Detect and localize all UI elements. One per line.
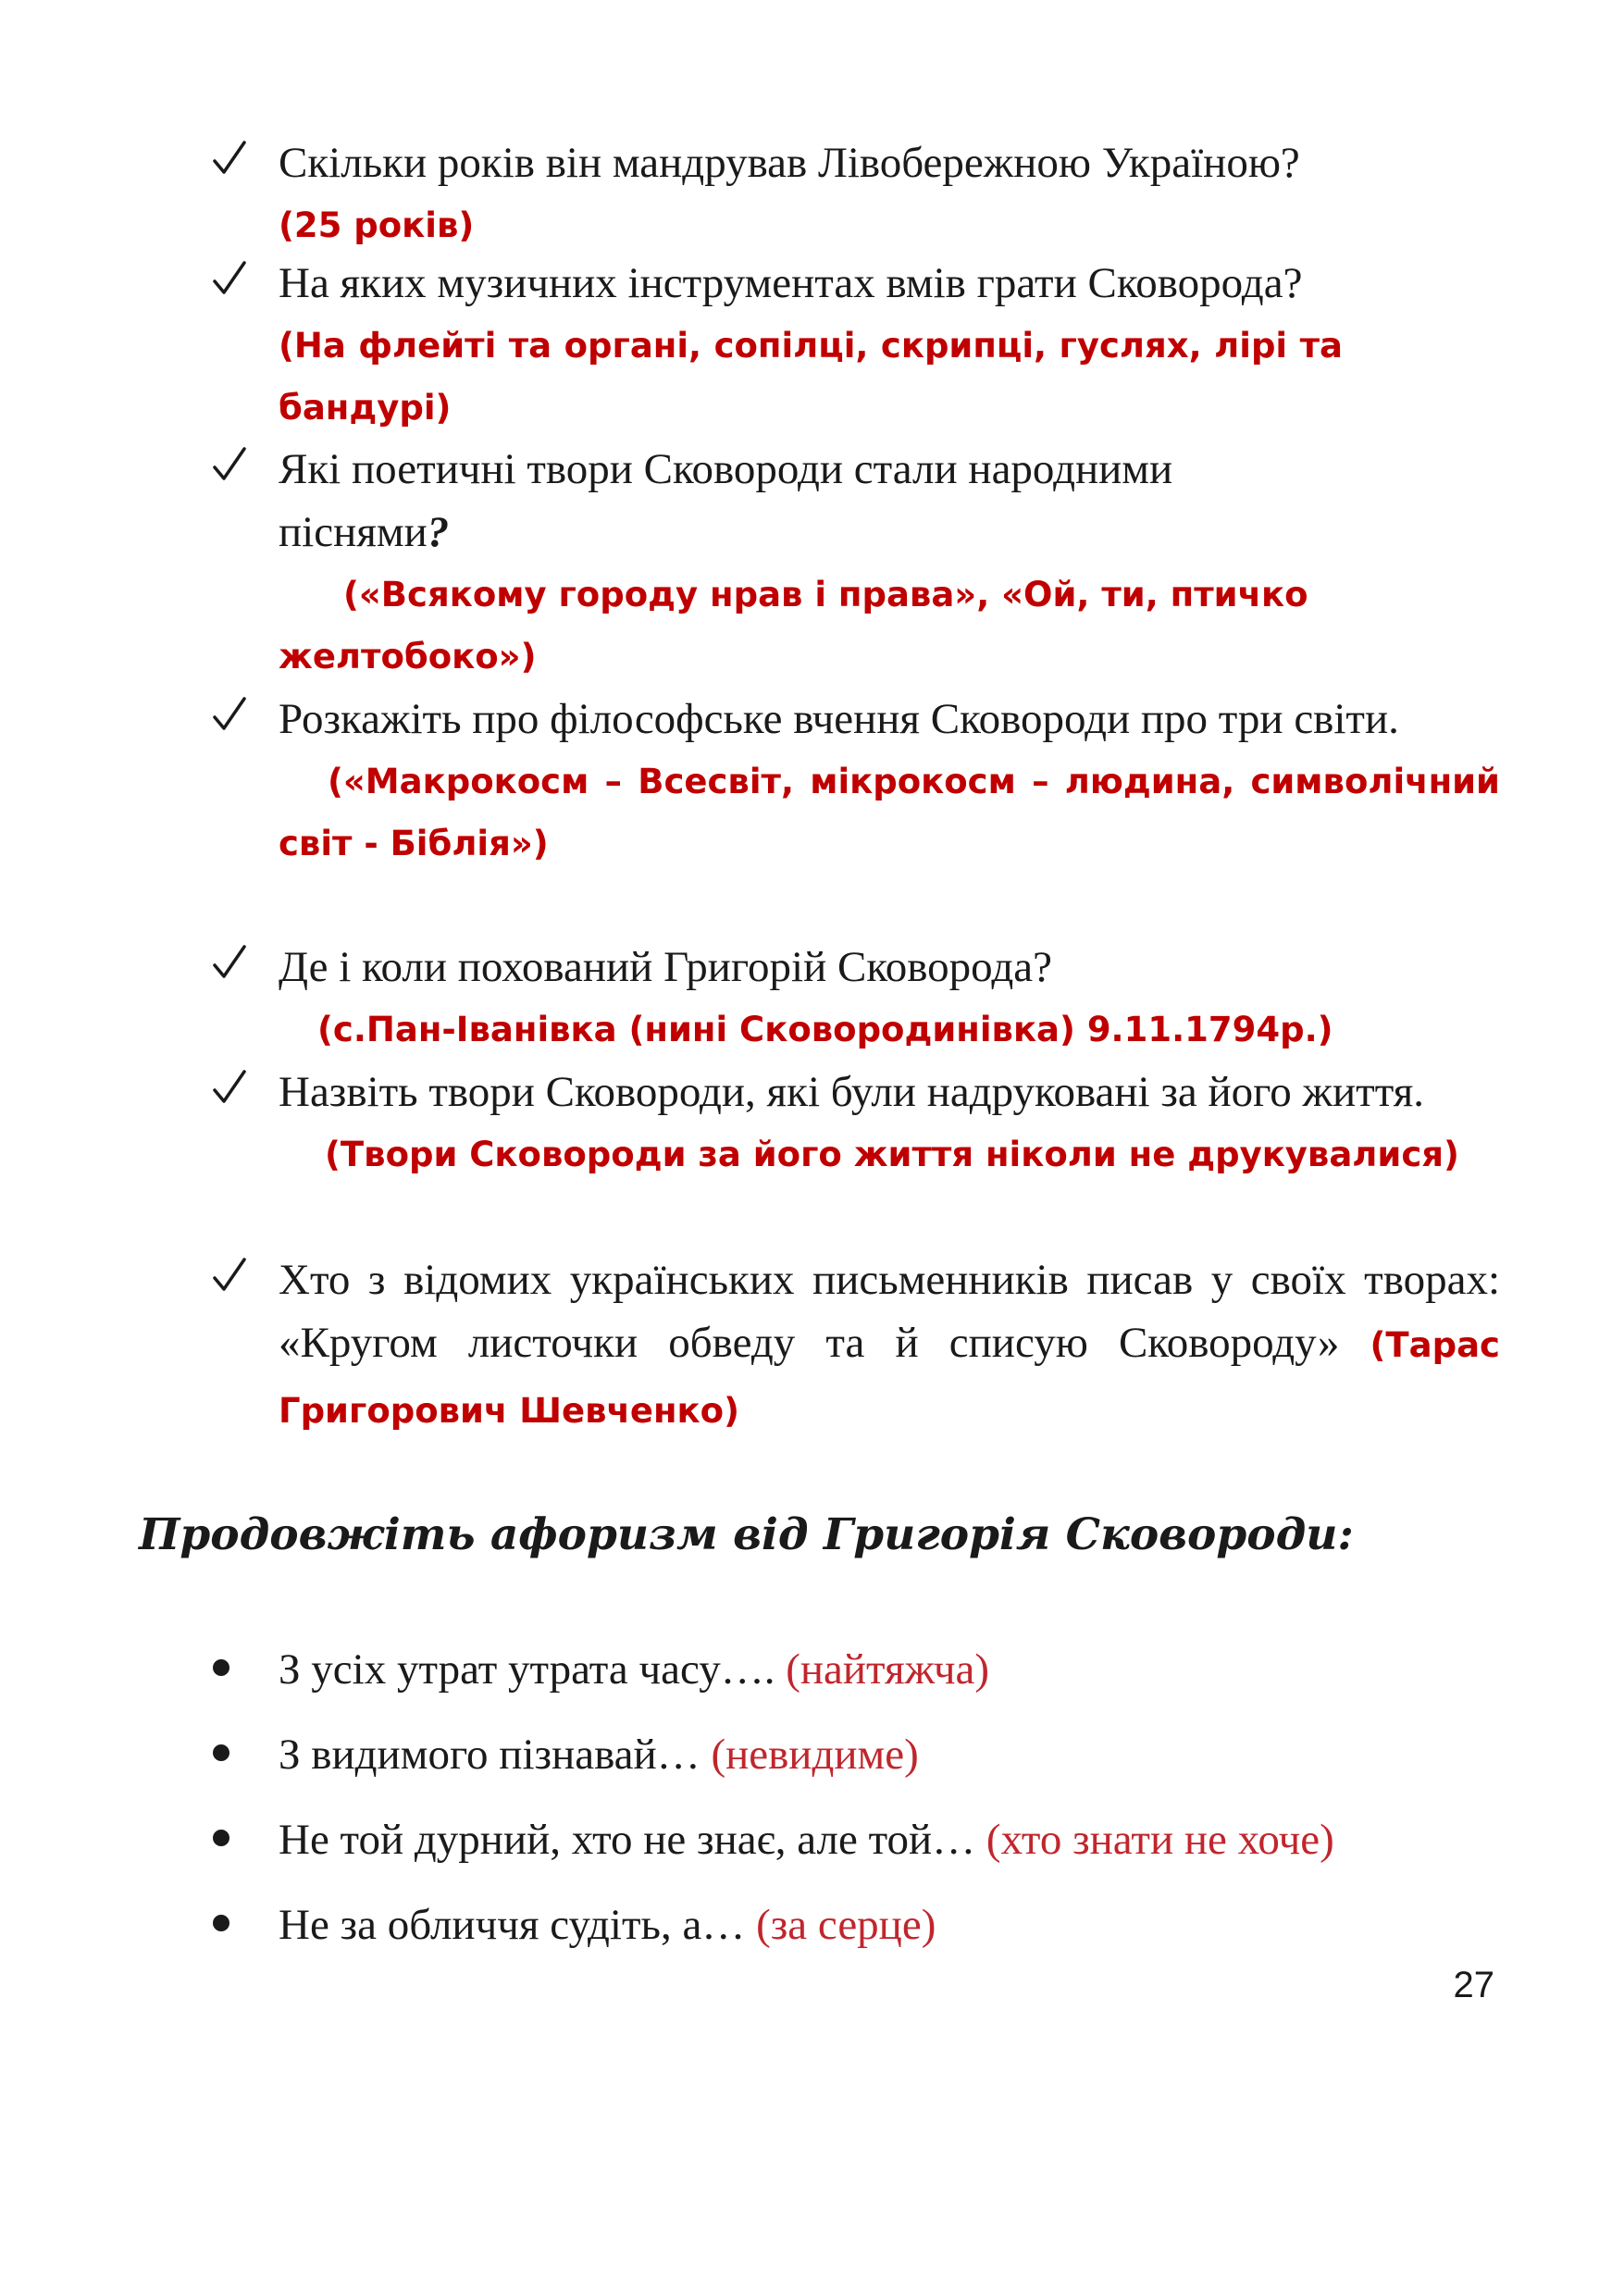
checkmark-icon [211, 1066, 248, 1111]
page-number: 27 [1453, 1965, 1494, 2005]
aphorism-item [211, 1638, 1506, 1723]
question-list [211, 131, 1500, 1443]
question-text: Які поетичні твори Сковороди стали народними піснями? [279, 445, 1173, 556]
question-item [211, 688, 1500, 936]
question-text: Хто з відомих українських письменників писав у своїх творах: «Кругом листочки обведу та й списую Сковороду» (Тарас Григорович Шевченко) [279, 1256, 1500, 1431]
question-text: Розкажіть про філософське вчення Сковороди про три світи. [279, 695, 1399, 743]
aphorism-answer: (хто знати не хоче) [986, 1816, 1334, 1864]
answer-text: (Твори Сковороди за його життя ніколи не друкувалися) [325, 1135, 1459, 1174]
question-item [211, 1061, 1497, 1248]
aphorism-answer: (за серце) [756, 1901, 936, 1949]
checkmark-icon [211, 1254, 248, 1298]
question-text: На яких музичних інструментах вмів грати Сковорода? [279, 259, 1303, 307]
answer-text: (с.Пан-Іванівка (нині Сковородинівка) 9.11.1794р.) [317, 1010, 1333, 1049]
question-item [211, 936, 1497, 1061]
answer-text: (На флейті та органі, сопілці, скрипці, гуслях, лірі та бандурі) [279, 326, 1343, 428]
aphorism-text: З усіх утрат утрата часу…. [279, 1645, 787, 1694]
bullet-icon [213, 1830, 229, 1846]
aphorism-item [211, 1723, 1506, 1808]
answer-text: (25 років) [279, 205, 475, 245]
aphorism-list [211, 1638, 1506, 1979]
answer-text: (Тарас Григорович Шевченко) [279, 1325, 1500, 1431]
aphorism-text: Не за обличчя судіть, а… [279, 1901, 757, 1949]
question-text: Назвіть твори Сковороди, які були надруковані за його життя. [279, 1068, 1424, 1116]
answer-text: («Макрокосм – Всесвіт, мікрокосм – людина, символічний світ - Біблія») [279, 762, 1500, 863]
checkmark-icon [211, 137, 248, 181]
bullet-icon [213, 1659, 229, 1676]
aphorism-text: З видимого пізнавай… [279, 1731, 712, 1779]
aphorism-answer: (найтяжча) [786, 1645, 990, 1694]
question-item [211, 131, 1497, 252]
question-item [211, 1248, 1500, 1443]
aphorism-item [211, 1808, 1506, 1893]
checkmark-icon [211, 693, 248, 738]
question-item [211, 252, 1497, 438]
aphorism-item [211, 1893, 1506, 1979]
bullet-icon [213, 1744, 229, 1761]
checkmark-icon [211, 443, 248, 488]
bullet-icon [213, 1915, 229, 1931]
question-text: Скільки років він мандрував Лівобережною Україною? [279, 139, 1300, 187]
aphorism-text: Не той дурний, хто не знає, але той… [279, 1816, 986, 1864]
aphorism-heading: Продовжіть афоризм від Григорія Сковороди: [139, 1509, 1354, 1560]
checkmark-icon [211, 257, 248, 302]
checkmark-icon [211, 941, 248, 986]
question-text: Де і коли похований Григорій Сковорода? [279, 943, 1052, 991]
aphorism-answer: (невидиме) [711, 1731, 919, 1779]
question-item [211, 438, 1497, 688]
answer-text: («Всякому городу нрав і права», «Ой, ти, птичко желтобоко») [279, 575, 1308, 676]
